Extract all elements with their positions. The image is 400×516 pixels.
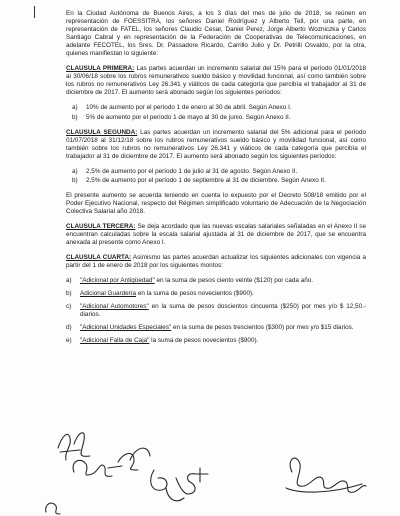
signature-5 — [46, 503, 60, 514]
list-item: a) "Adicional por Antigüedad" en la suma de pesos ciento veinte ($120) por cada año. — [66, 277, 314, 285]
list-item: b) 2,5% de aumento por el período 1 de septiembre al 31 de diciembre. Según Anexo II. — [72, 176, 326, 184]
clausula-cuarta — [66, 254, 366, 270]
signature-2 — [73, 448, 150, 476]
clausula-segunda-list — [66, 168, 366, 185]
list-item: a) 2,5% de aumento por el período 1 de julio al 31 de agosto. Según Anexo II. — [72, 167, 298, 175]
intro-paragraph: En la Ciudad Autónoma de Buenos Aires, a los 3 días del mes de julio de 2018, se reúnen en representación de FOESSITRA, los señores Daniel Rodríguez y Alberto Tell, por una parte, en representación de FATEL, los señores Claudio Cesar, Daniel Perez, Jorge Alberto Wozniczka y Carlos Santiago Cabral y en representación de la Federación de Cooperativas de Telecomunicaciones, en adelante FECOTEL, los Sres. Dr. Passadore Ricardo, Carrillo Julio y Dr. Petrilli Osvaldo, por la otra, quienes manifiestan lo siguiente: — [66, 10, 366, 58]
list-item: a) 10% de aumento por el período 1 de enero al 30 de abril. Según Anexo I. — [72, 104, 292, 112]
clausula-tercera — [66, 223, 366, 247]
clausula-tercera-title: CLAUSULA TERCERA: — [66, 222, 136, 230]
signature-1 — [58, 433, 90, 460]
clausula-tercera-body: Se deja acordado que las nuevas escalas salariales señaladas en el Anexo II se encuentran calculadas sobre la escala salarial ajustada al 31 de diciembre de 2017, que se encuentra anexada al presente como Anexo I. — [66, 222, 366, 247]
clausula-primera-list — [66, 104, 366, 121]
clausula-segunda-body: Las partes acuerdan un incremento salarial del 5% adicional para el período 01/07/2018 al 31/12/18 sobre los rubros remunerativos sueldo básico y movilidad funcional, así como también sobre los rubros no remunerativos Ley 26.341 y viáticos de cada categoría que percibía el trabajador al 31 de diciembre de 2017. El aumento será abonado según los siguientes períodos: — [66, 128, 366, 160]
decreto-paragraph: El presente aumento se acuerda teniendo en cuenta lo expuesto por el Decreto 508/18 emitido por el Poder Ejecutivo Nacional, respecto del Régimen simplificado voluntario de Adecuación de la Negociación Colectiva Salarial año 2018. — [66, 191, 366, 215]
clausula-segunda — [66, 129, 366, 161]
signature-3 — [151, 468, 208, 501]
document-body — [66, 10, 366, 353]
list-item: e) "Adicional Falla de Caja" la suma de pesos novecientos ($900). — [66, 337, 259, 345]
clausula-primera-title: CLAUSULA PRIMERA: — [66, 65, 135, 73]
clausula-primera-body: Las partes acuerdan un incremento salarial del 15% para el período 01/01/2018 al 30/06/18 sobre los rubros remunerativos sueldo básico y movilidad funcional, así como también sobre los rubros no remunerativos Ley 26.341 y viáticos de cada categoría que percibía el trabajador al 31 de diciembre de 2017. El aumento será abonado según los siguientes períodos: — [66, 65, 367, 97]
clausula-primera — [66, 65, 366, 97]
signature-4 — [286, 458, 366, 492]
clausula-cuarta-title: CLAUSULA CUARTA: — [66, 254, 132, 262]
clausula-cuarta-list — [66, 277, 366, 345]
list-item: c) "Adicional Automotores" en la suma de pesos doscientos cincuenta ($250) por mes y/o $ 12,50.- diarios. — [66, 303, 366, 319]
clausula-segunda-title: CLAUSULA SEGUNDA: — [66, 128, 138, 136]
clausula-cuarta-body: Asimismo las partes acuerdan actualizar los siguientes adicionales con vigencia a partir del 1 de enero de 2018 por los siguientes montos: — [66, 254, 366, 270]
list-item: d) "Adicional Unidades Especiales" en la suma de pesos trescientos ($300) por mes y/o $15 diarios. — [66, 324, 354, 332]
list-item: b) 5% de aumento por el período 1 de mayo al 30 de junio. Según Anexo II. — [72, 113, 291, 121]
margin-mark — [34, 6, 35, 18]
list-item: b) Adicional Guardería en la suma de pesos novecientos ($900). — [66, 290, 254, 298]
